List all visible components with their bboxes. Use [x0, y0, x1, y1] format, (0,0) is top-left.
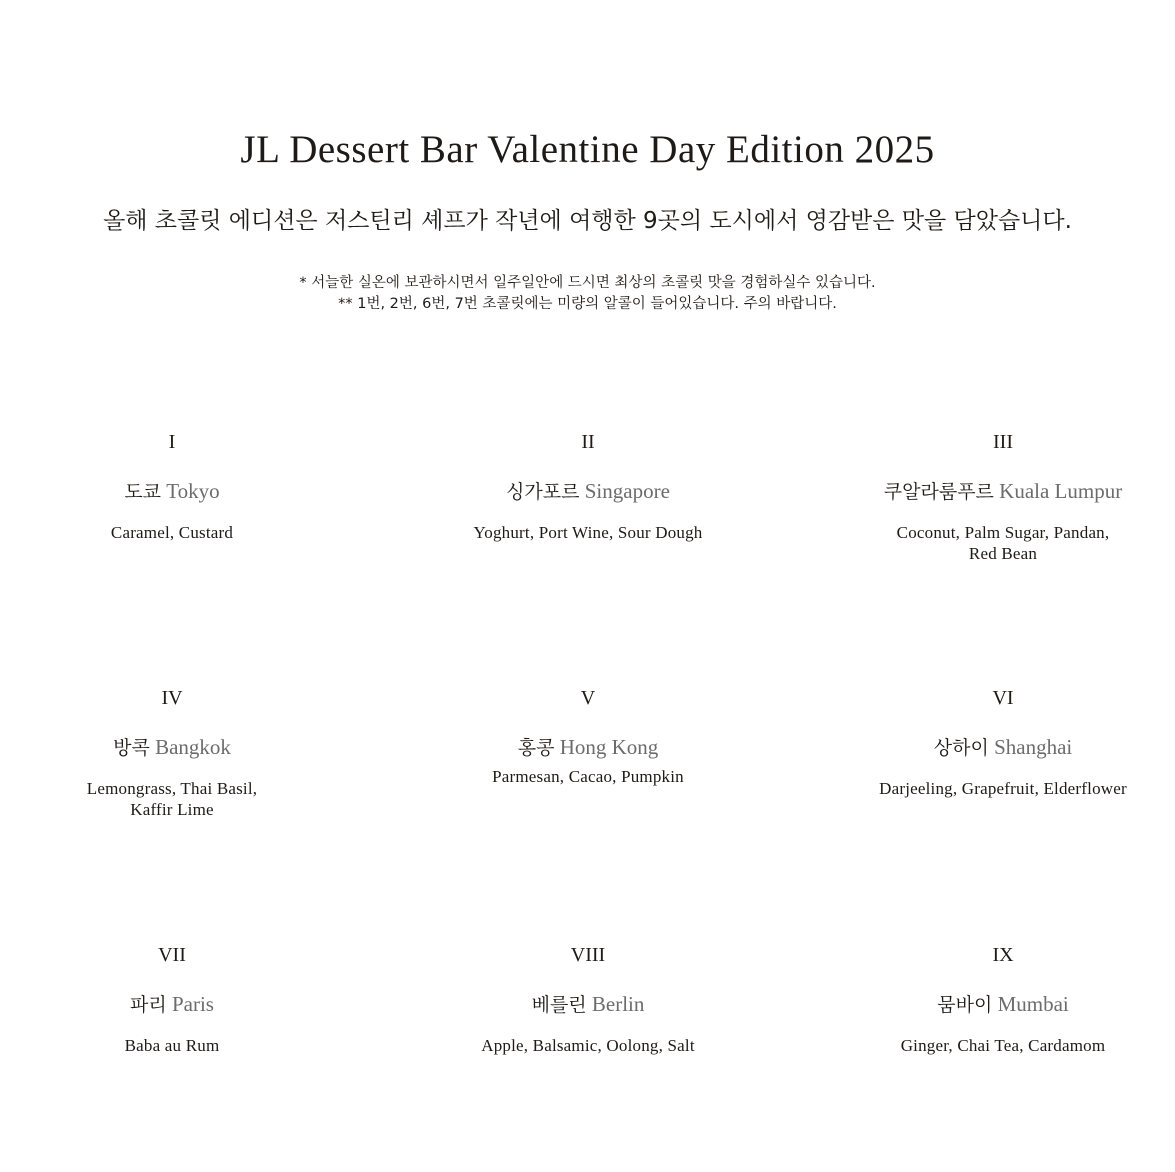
chocolate-item-shanghai	[833, 685, 1173, 799]
city-name-english: Berlin	[591, 992, 645, 1016]
chocolate-item-hong-kong	[418, 685, 758, 787]
chocolate-item-bangkok	[2, 685, 342, 820]
item-number: VIII	[570, 944, 606, 966]
flavor-list	[418, 522, 758, 543]
city-name-korean: 도쿄	[124, 481, 162, 503]
city-name-english: Bangkok	[155, 735, 231, 759]
city-name	[418, 990, 758, 1018]
chocolate-item-paris	[2, 942, 342, 1056]
city-name-korean: 베를린	[531, 994, 587, 1016]
page-subtitle: 올해 초콜릿 에디션은 저스틴리 셰프가 작년에 여행한 9곳의 도시에서 영감받은 맛을 담았습니다.	[103, 208, 1072, 234]
city-name	[2, 733, 342, 761]
flavor-list	[833, 778, 1173, 799]
city-name-korean: 방콕	[113, 737, 150, 759]
notes-block	[0, 273, 1175, 315]
item-number: I	[168, 431, 176, 453]
flavor-line: Kaffir Lime	[130, 800, 214, 819]
item-number: III	[993, 431, 1013, 453]
city-name	[418, 733, 758, 761]
city-name-english: Kuala Lumpur	[999, 479, 1123, 503]
flavor-line: Coconut, Palm Sugar, Pandan,	[896, 523, 1110, 542]
flavor-line: Baba au Rum	[124, 1036, 220, 1055]
flavor-list	[833, 522, 1173, 564]
city-name	[833, 477, 1173, 505]
city-name-korean: 상하이	[933, 737, 989, 759]
alcohol-note: ** 1번, 2번, 6번, 7번 초콜릿에는 미량의 알콜이 들어있습니다. 주의 바랍니다.	[338, 296, 837, 312]
city-name-korean: 홍콩	[517, 737, 555, 759]
flavor-list	[418, 1035, 758, 1056]
city-name	[833, 733, 1173, 761]
city-name-korean: 싱가포르	[506, 481, 580, 503]
flavor-line: Red Bean	[968, 544, 1038, 563]
flavor-list	[833, 1035, 1173, 1056]
flavor-line: Caramel, Custard	[110, 523, 234, 542]
flavor-list	[2, 522, 342, 543]
item-number: IV	[161, 687, 183, 709]
flavor-list	[2, 1035, 342, 1056]
city-name	[2, 477, 342, 505]
city-name-korean: 뭄바이	[937, 994, 993, 1016]
city-name	[833, 990, 1173, 1018]
flavor-line: Parmesan, Cacao, Pumpkin	[492, 767, 684, 786]
chocolate-item-kuala-lumpur	[833, 429, 1173, 564]
storage-note: * 서늘한 실온에 보관하시면서 일주일안에 드시면 최상의 초콜릿 맛을 경험하실수 있습니다.	[299, 275, 876, 291]
city-name-english: Singapore	[584, 479, 670, 503]
chocolate-item-mumbai	[833, 942, 1173, 1056]
flavor-line: Apple, Balsamic, Oolong, Salt	[481, 1036, 695, 1055]
city-name-english: Tokyo	[166, 479, 220, 503]
item-number: IX	[992, 944, 1014, 966]
city-name-english: Shanghai	[994, 735, 1073, 759]
flavor-line: Darjeeling, Grapefruit, Elderflower	[879, 779, 1127, 798]
chocolate-item-berlin	[418, 942, 758, 1056]
chocolate-item-singapore	[418, 429, 758, 543]
city-name	[2, 990, 342, 1018]
city-name-english: Hong Kong	[559, 735, 659, 759]
flavor-list	[2, 778, 342, 820]
city-name-english: Mumbai	[997, 992, 1069, 1016]
item-number: VII	[158, 944, 186, 966]
item-number: V	[580, 687, 596, 709]
flavor-line: Lemongrass, Thai Basil,	[86, 779, 258, 798]
city-name-english: Paris	[171, 992, 214, 1016]
flavor-list	[418, 766, 758, 787]
city-name-korean: 파리	[130, 994, 167, 1016]
item-number: VI	[992, 687, 1014, 709]
chocolate-item-tokyo	[2, 429, 342, 543]
page-title: JL Dessert Bar Valentine Day Edition 2025	[240, 128, 935, 171]
flavor-line: Ginger, Chai Tea, Cardamom	[900, 1036, 1106, 1055]
city-name-korean: 쿠알라룸푸르	[883, 481, 994, 503]
flavor-line: Yoghurt, Port Wine, Sour Dough	[473, 523, 703, 542]
city-name	[418, 477, 758, 505]
item-number: II	[581, 431, 595, 453]
